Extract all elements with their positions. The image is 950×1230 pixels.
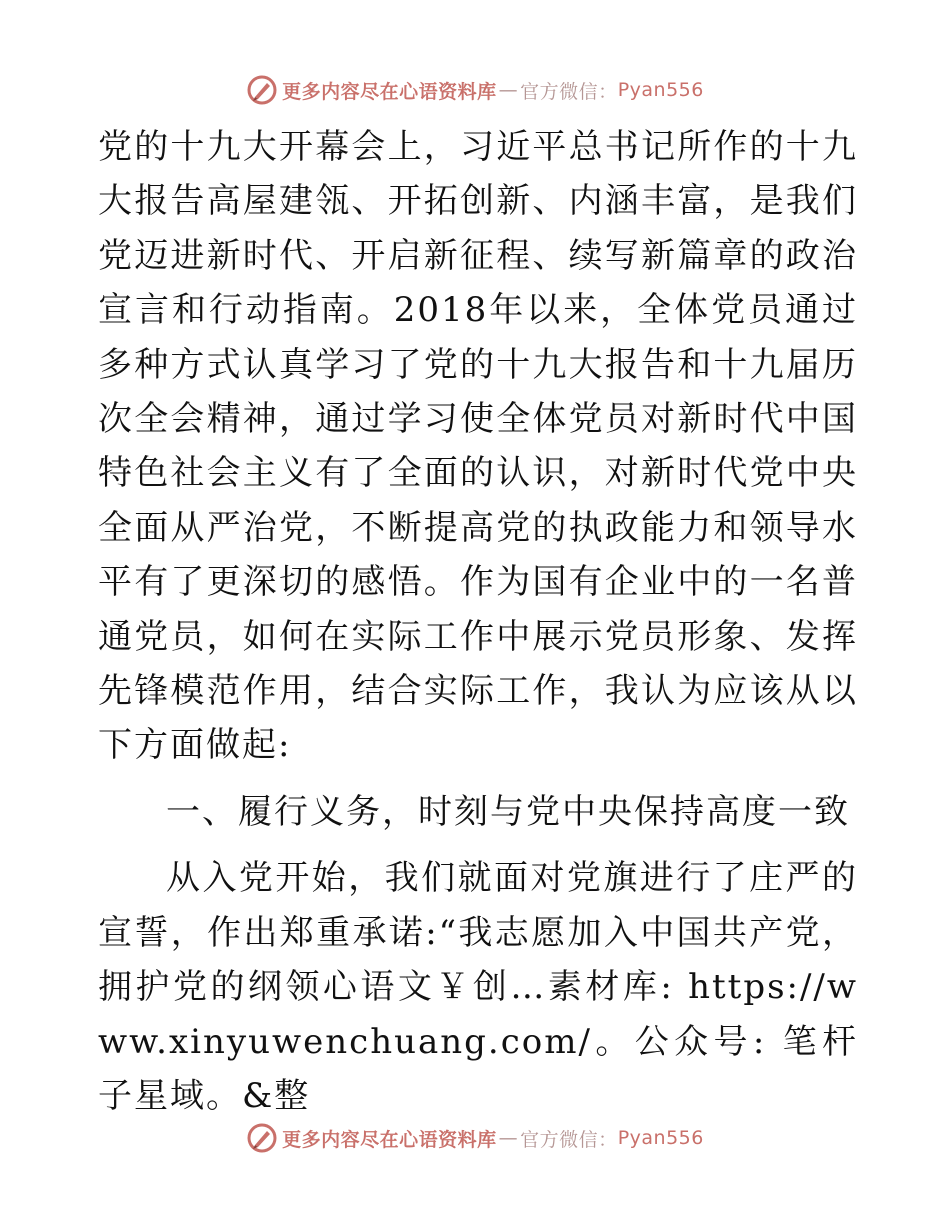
- pen-logo-icon: [246, 74, 278, 106]
- footer-watermark-banner: [0, 1118, 950, 1158]
- banner-main-text: 更多内容尽在心语资料库: [282, 1128, 497, 1151]
- banner-separator: —: [498, 79, 519, 101]
- paragraph-2: 从入党开始，我们就面对党旗进行了庄严的宣誓，作出郑重承诺:“我志愿加入中国共产党，拥护党的纲领心语文￥创…素材库: https://www.xinyuwenchuang.com/。公众号: 笔杆子星域。&整: [98, 858, 858, 1116]
- section-heading-1: 一、履行义务，时刻与党中央保持高度一致: [166, 791, 850, 832]
- pen-logo-icon: [246, 1122, 278, 1154]
- banner-separator: —: [498, 1127, 519, 1149]
- banner-wechat-label: 官方微信：: [520, 1128, 618, 1151]
- banner-main-text: 更多内容尽在心语资料库: [282, 80, 497, 103]
- paragraph-1: 党的十九大开幕会上，习近平总书记所作的十九大报告高屋建瓴、开拓创新、内涵丰富，是我们党迈进新时代、开启新征程、续写新篇章的政治宣言和行动指南。2018年以来，全体党员通过多种方式认真学习了党的十九大报告和十九届历次全会精神，通过学习使全体党员对新时代中国特色社会主义有了全面的认识，对新时代党中央全面从严治党，不断提高党的执政能力和领导水平有了更深切的感悟。作为国有企业中的一名普通党员，如何在实际工作中展示党员形象、发挥先锋模范作用，结合实际工作，我认为应该从以下方面做起:: [98, 127, 858, 766]
- banner-account: Pyan556: [617, 1127, 704, 1149]
- document-body: [98, 120, 858, 1123]
- banner-account: Pyan556: [617, 79, 704, 101]
- header-watermark-banner: [0, 70, 950, 110]
- banner-wechat-label: 官方微信：: [520, 80, 618, 103]
